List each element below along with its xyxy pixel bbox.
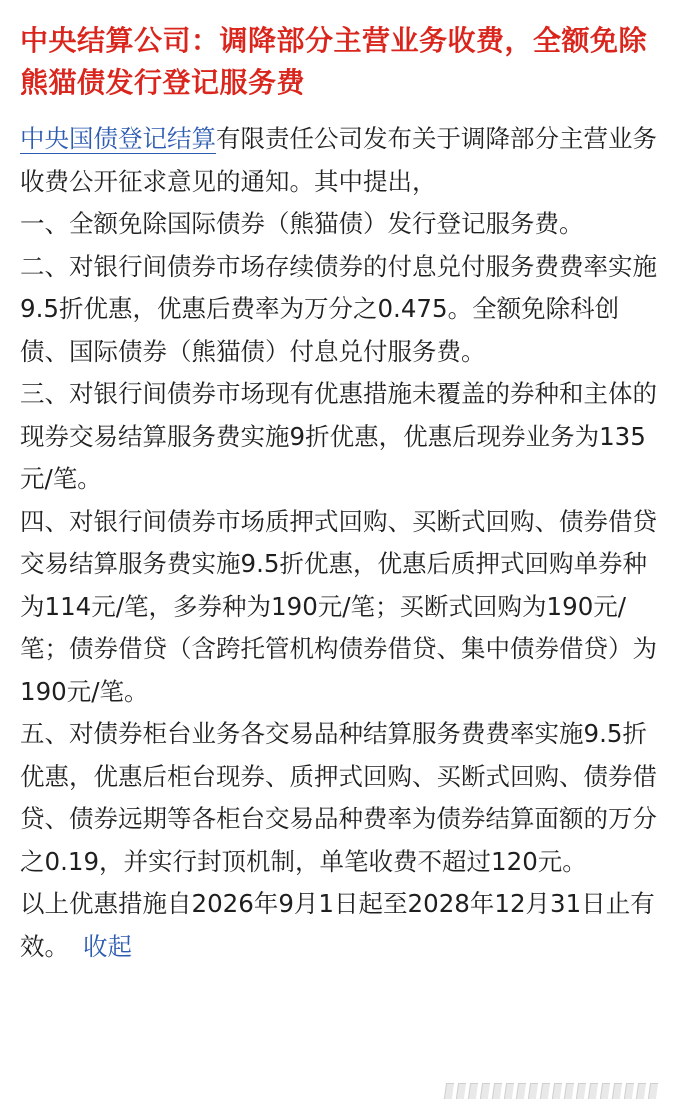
post-intro [20, 118, 668, 203]
watermark-mark [635, 1082, 647, 1100]
watermark-mark [515, 1082, 527, 1100]
company-link[interactable]: 中央国债登记结算 [20, 124, 216, 153]
watermark-mark [503, 1082, 515, 1100]
post-body [20, 118, 668, 968]
watermark-mark [479, 1082, 491, 1100]
list-item: 二、对银行间债券市场存续债券的付息兑付服务费费率实施9.5折优惠，优惠后费率为万分之0.475。全额免除科创债、国际债券（熊猫债）付息兑付服务费。 [20, 251, 657, 366]
list-item: 一、全额免除国际债券（熊猫债）发行登记服务费。 [20, 209, 584, 238]
watermark-mark [467, 1082, 479, 1100]
watermark-icon [443, 1082, 659, 1100]
list-item: 五、对债券柜台业务各交易品种结算服务费费率实施9.5折优惠，优惠后柜台现券、质押式回购、买断式回购、债券借贷、债券远期等各柜台交易品种费率为债券结算面额的万分之0.19，并实行封顶机制，单笔收费不超过120元。 [20, 719, 657, 876]
watermark-mark [539, 1082, 551, 1100]
closing-text: 以上优惠措施自2026年9月1日起至2028年12月31日止有效。 [20, 889, 655, 961]
watermark-mark [563, 1082, 575, 1100]
list-item: 四、对银行间债券市场质押式回购、买断式回购、债券借贷交易结算服务费实施9.5折优惠，优惠后质押式回购单券种为114元/笔，多券种为190元/笔；买断式回购为190元/笔；债券借贷（含跨托管机构债券借贷、集中债券借贷）为190元/笔。 [20, 506, 657, 706]
watermark-mark [527, 1082, 539, 1100]
watermark-mark [491, 1082, 503, 1100]
watermark-mark [647, 1082, 659, 1100]
watermark-mark [587, 1082, 599, 1100]
intro-text: 有限责任公司发布关于调降部分主营业务收费公开征求意见的通知。其中提出， [20, 124, 657, 196]
watermark-mark [575, 1082, 587, 1100]
collapse-button[interactable]: 收起 [83, 931, 132, 961]
watermark-mark [443, 1082, 455, 1100]
post-title: 中央结算公司：调降部分主营业务收费，全额免除熊猫债发行登记服务费 [20, 24, 648, 99]
watermark-mark [623, 1082, 635, 1100]
list-item: 三、对银行间债券市场现有优惠措施未覆盖的券种和主体的现券交易结算服务费实施9折优惠，优惠后现券业务为135元/笔。 [20, 379, 657, 493]
watermark-mark [455, 1082, 467, 1100]
watermark-mark [611, 1082, 623, 1100]
closing-paragraph [20, 883, 668, 968]
watermark-mark [599, 1082, 611, 1100]
watermark-mark [551, 1082, 563, 1100]
